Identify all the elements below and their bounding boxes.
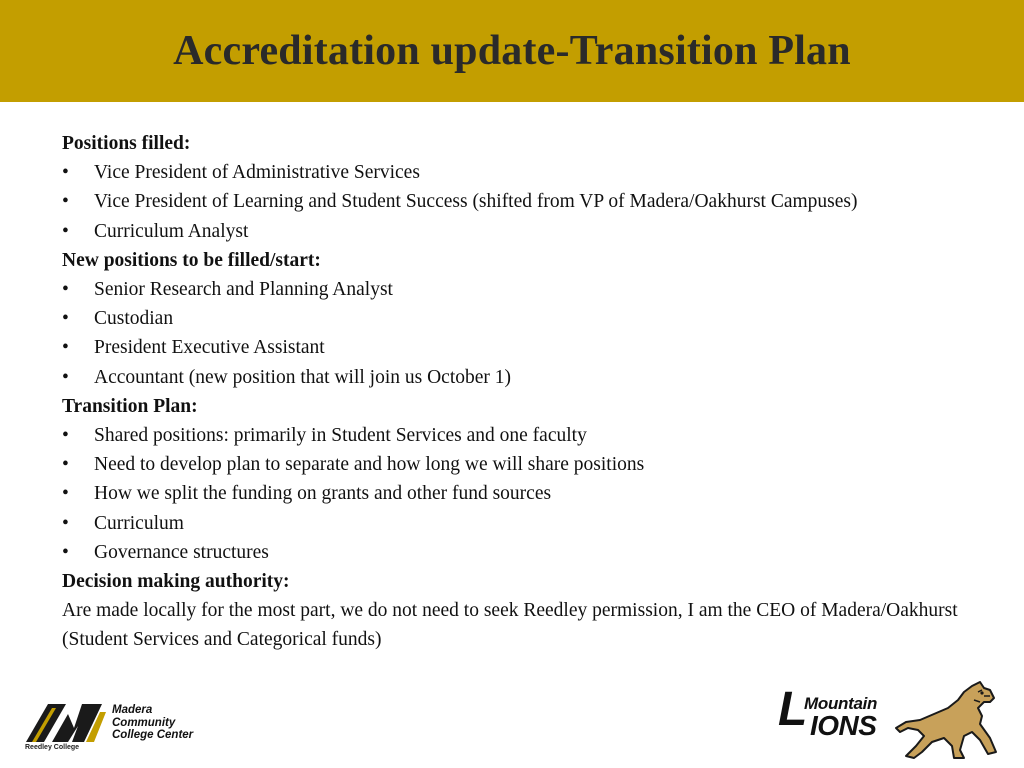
bullet-icon: • bbox=[62, 483, 69, 505]
decision-paragraph: Are made locally for the most part, we do not need to seek Reedley permission, I am the CEO of Madera/Oakhurst (Student Services and Categorical funds) bbox=[62, 600, 958, 651]
bullet-icon: • bbox=[62, 162, 69, 184]
title-banner bbox=[0, 0, 1024, 102]
list-item: • Vice President of Learning and Student Success (shifted from VP of Madera/Oakhurst Campuses) bbox=[62, 187, 1012, 216]
bullet-icon: • bbox=[62, 454, 69, 476]
list-item: • Custodian bbox=[62, 304, 1012, 333]
bullet-icon: • bbox=[62, 308, 69, 330]
section-heading-transition-plan: Transition Plan: bbox=[62, 395, 198, 417]
logo-letter-l: L bbox=[778, 683, 808, 736]
section-heading-decision-authority: Decision making authority: bbox=[62, 571, 290, 593]
list-item: • Curriculum Analyst bbox=[62, 217, 1012, 246]
slide-title: Accreditation update-Transition Plan bbox=[173, 28, 851, 74]
list-item: • Curriculum bbox=[62, 509, 1012, 538]
bullet-icon: • bbox=[62, 191, 69, 213]
slide-body bbox=[62, 129, 1012, 655]
madera-logo bbox=[22, 698, 222, 758]
list-item: • How we split the funding on grants and other fund sources bbox=[62, 479, 1012, 508]
list-item: • Shared positions: primarily in Student Services and one faculty bbox=[62, 421, 1012, 450]
bullet-icon: • bbox=[62, 337, 69, 359]
section-heading-positions-filled: Positions filled: bbox=[62, 133, 191, 154]
bullet-icon: • bbox=[62, 220, 69, 242]
list-item: • President Executive Assistant bbox=[62, 333, 1012, 362]
section-heading-new-positions: New positions to be filled/start: bbox=[62, 249, 321, 271]
bullet-icon: • bbox=[62, 366, 69, 388]
logo-word-mountain: Mountain bbox=[804, 694, 878, 713]
list-item: • Senior Research and Planning Analyst bbox=[62, 275, 1012, 304]
bullet-icon: • bbox=[62, 541, 69, 563]
list-item: • Need to develop plan to separate and how long we will share positions bbox=[62, 450, 1012, 479]
madera-logo-subtext: Reedley College bbox=[25, 744, 80, 751]
list-item: • Vice President of Administrative Services bbox=[62, 158, 1012, 187]
bullet-icon: • bbox=[62, 279, 69, 301]
logo-word-ions: IONS bbox=[810, 710, 877, 741]
bullet-icon: • bbox=[62, 425, 69, 447]
mountain-lion-icon bbox=[894, 680, 998, 760]
list-item: • Accountant (new position that will join us October 1) bbox=[62, 363, 1012, 392]
mountain-lions-logo bbox=[776, 680, 998, 760]
madera-logo-text: Madera Community College Center bbox=[112, 704, 194, 741]
madera-m-mark-icon bbox=[22, 698, 110, 744]
bullet-icon: • bbox=[62, 512, 69, 534]
list-item: • Governance structures bbox=[62, 538, 1012, 567]
